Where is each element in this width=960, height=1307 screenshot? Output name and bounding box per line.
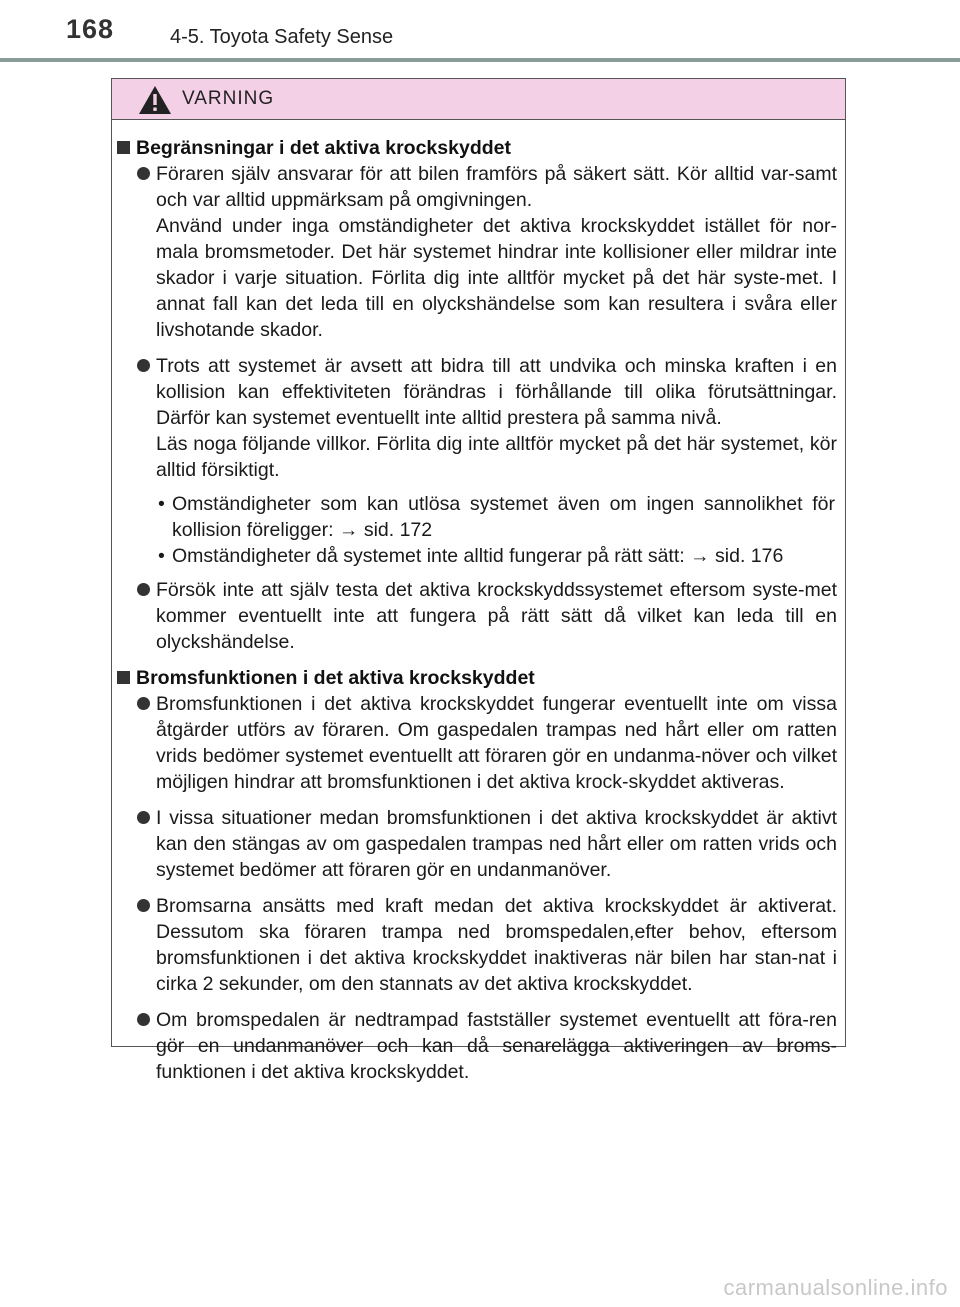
page-number: 168 — [66, 14, 115, 44]
circle-bullet-icon — [137, 811, 150, 824]
square-bullet-icon — [117, 671, 130, 684]
paragraph: Läs noga följande villkor. Förlita dig inte alltför mycket på det här systemet, kör alltid försiktigt. — [156, 433, 837, 481]
list-item — [112, 353, 845, 483]
list-item — [112, 1007, 845, 1085]
square-bullet-icon — [117, 141, 130, 154]
warning-content — [112, 135, 845, 1095]
paragraph: Bromsarna ansätts med kraft medan det aktiva krockskyddet är aktiverat. Dessutom ska föraren trampa ned bromspedalen,efter behov, eftersom bromsfunktionen i det aktiva krockskyddet inaktiveras när bilen har stan-nat i cirka 2 sekunder, om den stannats av det aktiva krockskyddet. — [156, 895, 837, 995]
list-item — [112, 691, 845, 795]
header-divider — [0, 58, 960, 62]
section-braking — [112, 665, 845, 1085]
section-heading — [112, 665, 845, 691]
paragraph: Om bromspedalen är nedtrampad fastställer systemet eventuellt att föra-ren gör en undanmanöver och kan då senarelägga aktiveringen av broms-funktionen i det aktiva krockskyddet. — [156, 1009, 837, 1083]
circle-bullet-icon — [137, 167, 150, 180]
warning-label: VARNING — [182, 88, 275, 109]
circle-bullet-icon — [137, 697, 150, 710]
paragraph: Använd under inga omständigheter det aktiva krockskyddet istället för nor-mala bromsmetoder. Det här systemet hindrar inte kollisioner eller mildrar inte skador i varje situation. Förlita dig inte alltför mycket på det här syste-met. I annat fall kan det leda till en olyckshändelse som kan resultera i svåra eller livshotande skador. — [156, 215, 837, 341]
warning-header — [112, 79, 845, 120]
paragraph: Föraren själv ansvarar för att bilen framförs på säkert sätt. Kör alltid var-samt och var alltid uppmärksam på omgivningen. — [156, 163, 837, 211]
warning-triangle-icon — [138, 85, 172, 115]
sub-list-item — [112, 543, 845, 569]
paragraph: Försök inte att själv testa det aktiva krockskyddssystemet eftersom syste-met kommer eventuellt inte att fungera på rätt sätt då vilket kan leda till en olyckshändelse. — [156, 579, 837, 653]
list-item — [112, 577, 845, 655]
section-heading-text: Begränsningar i det aktiva krockskyddet — [136, 137, 511, 159]
list-item — [112, 893, 845, 997]
circle-bullet-icon — [137, 359, 150, 372]
section-heading-text: Bromsfunktionen i det aktiva krockskyddet — [136, 667, 535, 689]
paragraph: Bromsfunktionen i det aktiva krockskyddet fungerar eventuellt inte om vissa åtgärder utförs av föraren. Om gaspedalen trampas ned hårt eller om ratten vrids bedömer systemet eventuellt att föraren gör en undanma-növer och vilket möjligen hindrar att bromsfunktionen i det aktiva krock-skyddet aktiveras. — [156, 693, 837, 793]
dot-bullet-icon: • — [158, 493, 165, 515]
dot-bullet-icon: • — [158, 545, 165, 567]
paragraph: Trots att systemet är avsett att bidra till att undvika och minska kraften i en kollision kan effektiviteten förändras i förhållande till olika förutsättningar. Därför kan systemet eventuellt inte alltid prestera på samma nivå. — [156, 355, 837, 429]
watermark: carmanualsonline.info — [723, 1275, 948, 1300]
circle-bullet-icon — [137, 899, 150, 912]
section-limitations — [112, 135, 845, 655]
page-header — [0, 0, 960, 62]
section-title: 4-5. Toyota Safety Sense — [170, 26, 394, 48]
circle-bullet-icon — [137, 1013, 150, 1026]
sub-list-item — [112, 491, 845, 543]
sub-item-text: Omständigheter då systemet inte alltid fungerar på rätt sätt: → sid. 176 — [172, 545, 784, 567]
warning-box — [111, 78, 846, 1083]
sub-item-text: Omständigheter som kan utlösa systemet även om ingen sannolikhet för kollision föreligger: → sid. 172 — [172, 493, 835, 541]
circle-bullet-icon — [137, 583, 150, 596]
list-item — [112, 161, 845, 343]
section-heading — [112, 135, 845, 161]
paragraph: I vissa situationer medan bromsfunktionen i det aktiva krockskyddet är aktivt kan den stängas av om gaspedalen trampas ned hårt eller om ratten vrids och systemet bedömer att föraren gör en undanmanöver. — [156, 807, 837, 881]
list-item — [112, 805, 845, 883]
